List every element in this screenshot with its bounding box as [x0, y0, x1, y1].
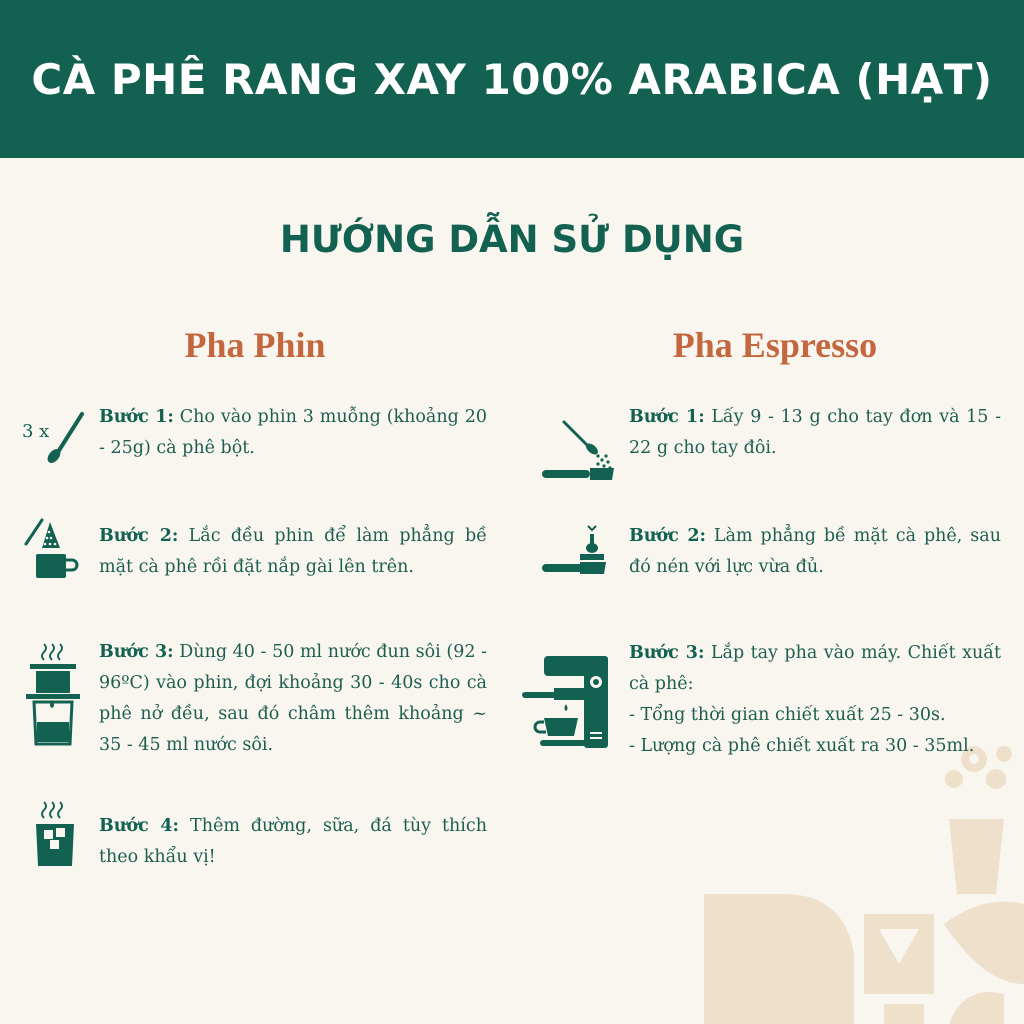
product-title: CÀ PHÊ RANG XAY 100% ARABICA (HẠT) — [31, 54, 993, 104]
header-banner — [0, 0, 1024, 158]
espresso-machine-icon — [520, 652, 612, 754]
step-text: Cho vào phin 3 muỗng (khoảng 20 - 25g) cà phê bột. — [99, 407, 487, 458]
tamping-portafilter-icon — [540, 524, 620, 584]
espresso-step-2 — [629, 521, 1001, 583]
step-label: Bước 4: — [99, 816, 180, 836]
shaking-phin-icon — [22, 518, 84, 586]
phin-step-3 — [99, 637, 487, 761]
step-label: Bước 3: — [629, 643, 705, 663]
phin-step-1 — [99, 402, 487, 464]
extraction-volume-bullet: - Lượng cà phê chiết xuất ra 30 - 35ml. — [629, 736, 975, 756]
espresso-step-1 — [629, 402, 1001, 464]
spoon-icon — [20, 410, 90, 474]
step-text: Dùng 40 - 50 ml nước đun sôi (92 - 96ºC) vào phin, đợi khoảng 30 - 40s cho cà phê nở đều, sau đó châm thêm khoảng ~ 35 - 45 ml nước sôi. — [99, 642, 487, 755]
step-text: Lấy 9 - 13 g cho tay đơn và 15 - 22 g cho tay đôi. — [629, 407, 1001, 458]
step-text: Thêm đường, sữa, đá tùy thích theo khẩu vị! — [99, 816, 487, 867]
step-text: Làm phẳng bề mặt cà phê, sau đó nén với lực vừa đủ. — [629, 526, 1001, 577]
phin-section-title: Pha Phin — [184, 325, 326, 365]
iced-coffee-icon — [30, 800, 80, 874]
step-label: Bước 3: — [99, 642, 174, 662]
step-label: Bước 2: — [99, 526, 179, 546]
phin-step-2 — [99, 521, 487, 583]
step-text: Lắc đều phin để làm phẳng bề mặt cà phê rồi đặt nắp gài lên trên. — [99, 526, 487, 577]
step-label: Bước 2: — [629, 526, 706, 546]
spoon-count-label: 3 x — [22, 421, 50, 442]
instructions-heading: HƯỚNG DẪN SỬ DỤNG — [279, 218, 745, 261]
extraction-time-bullet: - Tổng thời gian chiết xuất 25 - 30s. — [629, 705, 946, 725]
step-label: Bước 1: — [99, 407, 174, 427]
step-text: Lắp tay pha vào máy. Chiết xuất cà phê: — [629, 643, 1001, 694]
phin-step-4 — [99, 811, 487, 873]
dosing-portafilter-icon — [540, 418, 620, 488]
espresso-step-3 — [629, 638, 1001, 762]
decorative-pattern — [704, 724, 1024, 1024]
phin-filter-icon — [24, 642, 82, 750]
espresso-section-title: Pha Espresso — [672, 325, 878, 365]
step-label: Bước 1: — [629, 407, 705, 427]
